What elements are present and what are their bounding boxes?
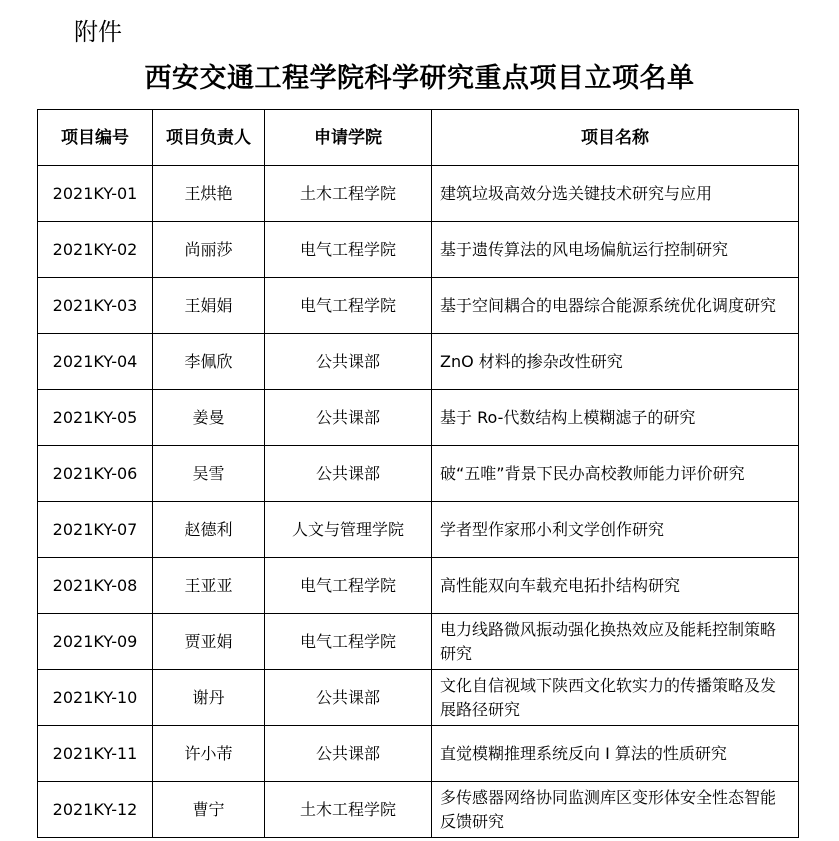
project-leader: 曹宁 bbox=[153, 782, 265, 838]
project-table bbox=[37, 109, 799, 838]
table-row bbox=[38, 278, 799, 334]
college: 公共课部 bbox=[265, 390, 432, 446]
college: 电气工程学院 bbox=[265, 614, 432, 670]
project-leader: 王娟娟 bbox=[153, 278, 265, 334]
header-project-name: 项目名称 bbox=[432, 110, 799, 166]
project-name: 直觉模糊推理系统反向 I 算法的性质研究 bbox=[432, 726, 799, 782]
table-row bbox=[38, 166, 799, 222]
project-id: 2021KY-03 bbox=[38, 278, 153, 334]
project-name: 建筑垃圾高效分选关键技术研究与应用 bbox=[432, 166, 799, 222]
college: 电气工程学院 bbox=[265, 222, 432, 278]
project-leader: 尚丽莎 bbox=[153, 222, 265, 278]
project-leader: 李佩欣 bbox=[153, 334, 265, 390]
project-name: 文化自信视域下陕西文化软实力的传播策略及发展路径研究 bbox=[432, 670, 799, 726]
table-row bbox=[38, 782, 799, 838]
project-leader: 吴雪 bbox=[153, 446, 265, 502]
project-leader: 王亚亚 bbox=[153, 558, 265, 614]
project-leader: 赵德利 bbox=[153, 502, 265, 558]
attachment-label: 附件 bbox=[74, 18, 122, 46]
project-id: 2021KY-07 bbox=[38, 502, 153, 558]
project-name: 电力线路微风振动强化换热效应及能耗控制策略研究 bbox=[432, 614, 799, 670]
project-id: 2021KY-04 bbox=[38, 334, 153, 390]
project-name: ZnO 材料的掺杂改性研究 bbox=[432, 334, 799, 390]
project-leader: 贾亚娟 bbox=[153, 614, 265, 670]
project-id: 2021KY-06 bbox=[38, 446, 153, 502]
project-leader: 王烘艳 bbox=[153, 166, 265, 222]
project-id: 2021KY-02 bbox=[38, 222, 153, 278]
college: 土木工程学院 bbox=[265, 782, 432, 838]
project-name: 学者型作家邢小利文学创作研究 bbox=[432, 502, 799, 558]
table-row bbox=[38, 222, 799, 278]
table-row bbox=[38, 334, 799, 390]
project-id: 2021KY-11 bbox=[38, 726, 153, 782]
table-header-row bbox=[38, 110, 799, 166]
project-name: 基于 Ro-代数结构上模糊滤子的研究 bbox=[432, 390, 799, 446]
project-name: 多传感器网络协同监测库区变形体安全性态智能反馈研究 bbox=[432, 782, 799, 838]
project-name: 高性能双向车载充电拓扑结构研究 bbox=[432, 558, 799, 614]
header-project-leader: 项目负责人 bbox=[153, 110, 265, 166]
college: 电气工程学院 bbox=[265, 558, 432, 614]
table-row bbox=[38, 390, 799, 446]
college: 公共课部 bbox=[265, 726, 432, 782]
table-row bbox=[38, 502, 799, 558]
table-row bbox=[38, 670, 799, 726]
college: 人文与管理学院 bbox=[265, 502, 432, 558]
project-id: 2021KY-12 bbox=[38, 782, 153, 838]
college: 电气工程学院 bbox=[265, 278, 432, 334]
college: 土木工程学院 bbox=[265, 166, 432, 222]
table-row bbox=[38, 446, 799, 502]
header-project-id: 项目编号 bbox=[38, 110, 153, 166]
table-row bbox=[38, 726, 799, 782]
college: 公共课部 bbox=[265, 334, 432, 390]
table-row bbox=[38, 558, 799, 614]
project-leader: 许小芾 bbox=[153, 726, 265, 782]
document-title: 西安交通工程学院科学研究重点项目立项名单 bbox=[144, 63, 695, 94]
college: 公共课部 bbox=[265, 670, 432, 726]
project-id: 2021KY-05 bbox=[38, 390, 153, 446]
project-id: 2021KY-09 bbox=[38, 614, 153, 670]
header-college: 申请学院 bbox=[265, 110, 432, 166]
college: 公共课部 bbox=[265, 446, 432, 502]
project-name: 破“五唯”背景下民办高校教师能力评价研究 bbox=[432, 446, 799, 502]
project-id: 2021KY-10 bbox=[38, 670, 153, 726]
project-leader: 谢丹 bbox=[153, 670, 265, 726]
project-id: 2021KY-01 bbox=[38, 166, 153, 222]
project-leader: 姜曼 bbox=[153, 390, 265, 446]
project-id: 2021KY-08 bbox=[38, 558, 153, 614]
project-name: 基于遗传算法的风电场偏航运行控制研究 bbox=[432, 222, 799, 278]
table-row bbox=[38, 614, 799, 670]
project-name: 基于空间耦合的电器综合能源系统优化调度研究 bbox=[432, 278, 799, 334]
